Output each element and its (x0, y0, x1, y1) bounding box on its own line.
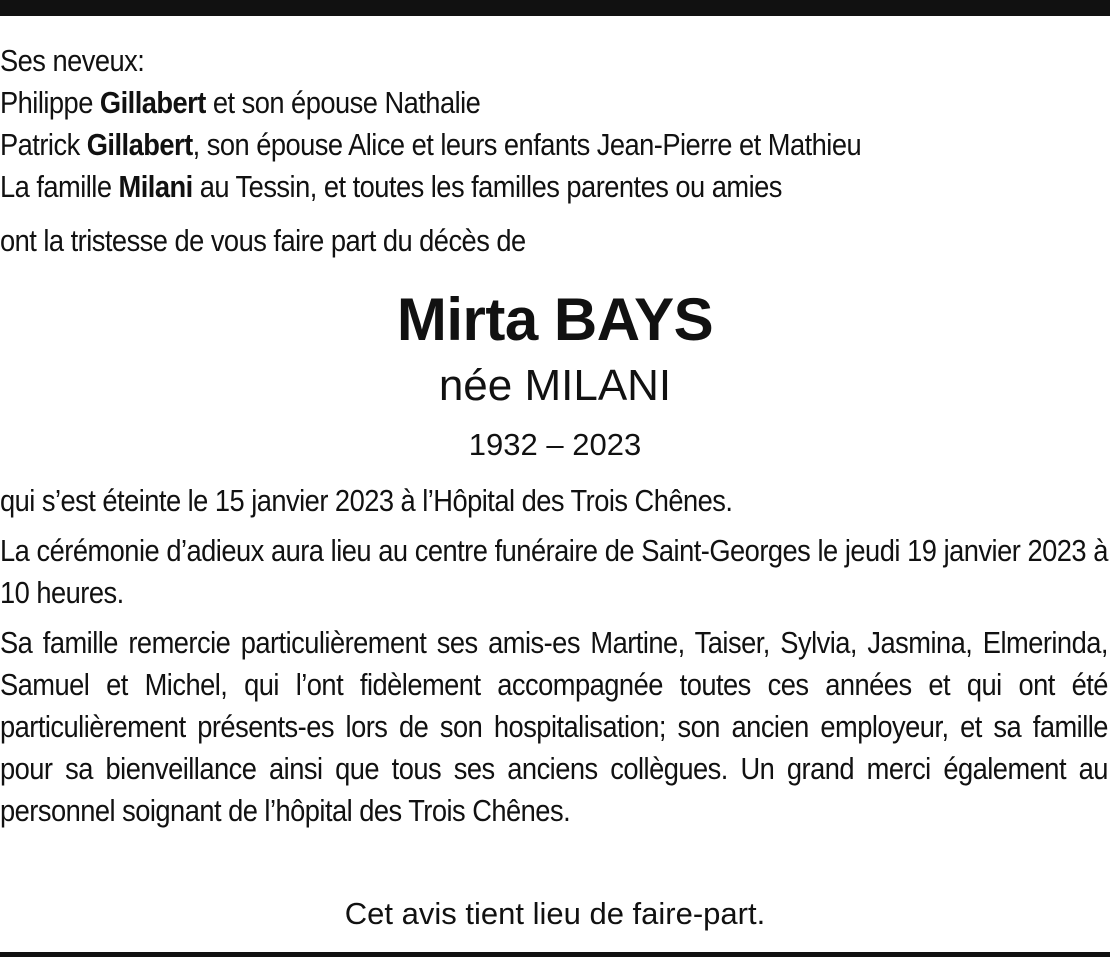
text-segment: au Tessin, et toutes les familles parentes ou amies (192, 169, 782, 204)
text-segment: , son épouse Alice et leurs enfants Jean-Pierre et Mathieu (192, 127, 862, 162)
text-segment: Philippe (0, 85, 100, 120)
intro-section (0, 40, 1108, 262)
body-section (0, 480, 1108, 832)
deceased-years: 1932 – 2023 (468, 427, 642, 462)
footer-note: Cet avis tient lieu de faire-part. (344, 896, 766, 931)
family-line-patrick (0, 124, 1108, 166)
ceremony-notice: La cérémonie d’adieux aura lieu au centre funéraire de Saint-Georges le jeudi 19 janvier 2023 à 10 heures. (0, 533, 1108, 610)
deceased-name: Mirta BAYS (396, 286, 714, 353)
surname-bold: Gillabert (99, 85, 206, 120)
text-segment: La famille (0, 169, 119, 204)
surname-bold: Milani (118, 169, 193, 204)
announcement-line: ont la tristesse de vous faire part du décès de (0, 223, 526, 258)
nephews-heading: Ses neveux: (0, 43, 145, 78)
top-border-rule (0, 0, 1110, 16)
text-segment: et son épouse Nathalie (205, 85, 481, 120)
bottom-border-rule (0, 952, 1110, 957)
family-line-milani (0, 166, 1108, 208)
death-notice: qui s’est éteinte le 15 janvier 2023 à l’Hôpital des Trois Chênes. (0, 483, 733, 518)
thanks-paragraph: Sa famille remercie particulièrement ses amis-es Martine, Taiser, Sylvia, Jasmina, Elmerinda, Samuel et Michel, qui l’ont fidèlement accompagnée toutes ces années et qui ont été particulièrement présents-es lors de son hospitalisation; son ancien employeur, et sa famille pour sa bienveillance ainsi que tous ses anciens collègues. Un grand merci également au personnel soignant de l’hôpital des Trois Chênes. (0, 625, 1108, 828)
family-line-philippe (0, 82, 1108, 124)
text-segment: Patrick (0, 127, 87, 162)
surname-bold: Gillabert (86, 127, 193, 162)
deceased-birth-name: née MILANI (438, 361, 672, 410)
